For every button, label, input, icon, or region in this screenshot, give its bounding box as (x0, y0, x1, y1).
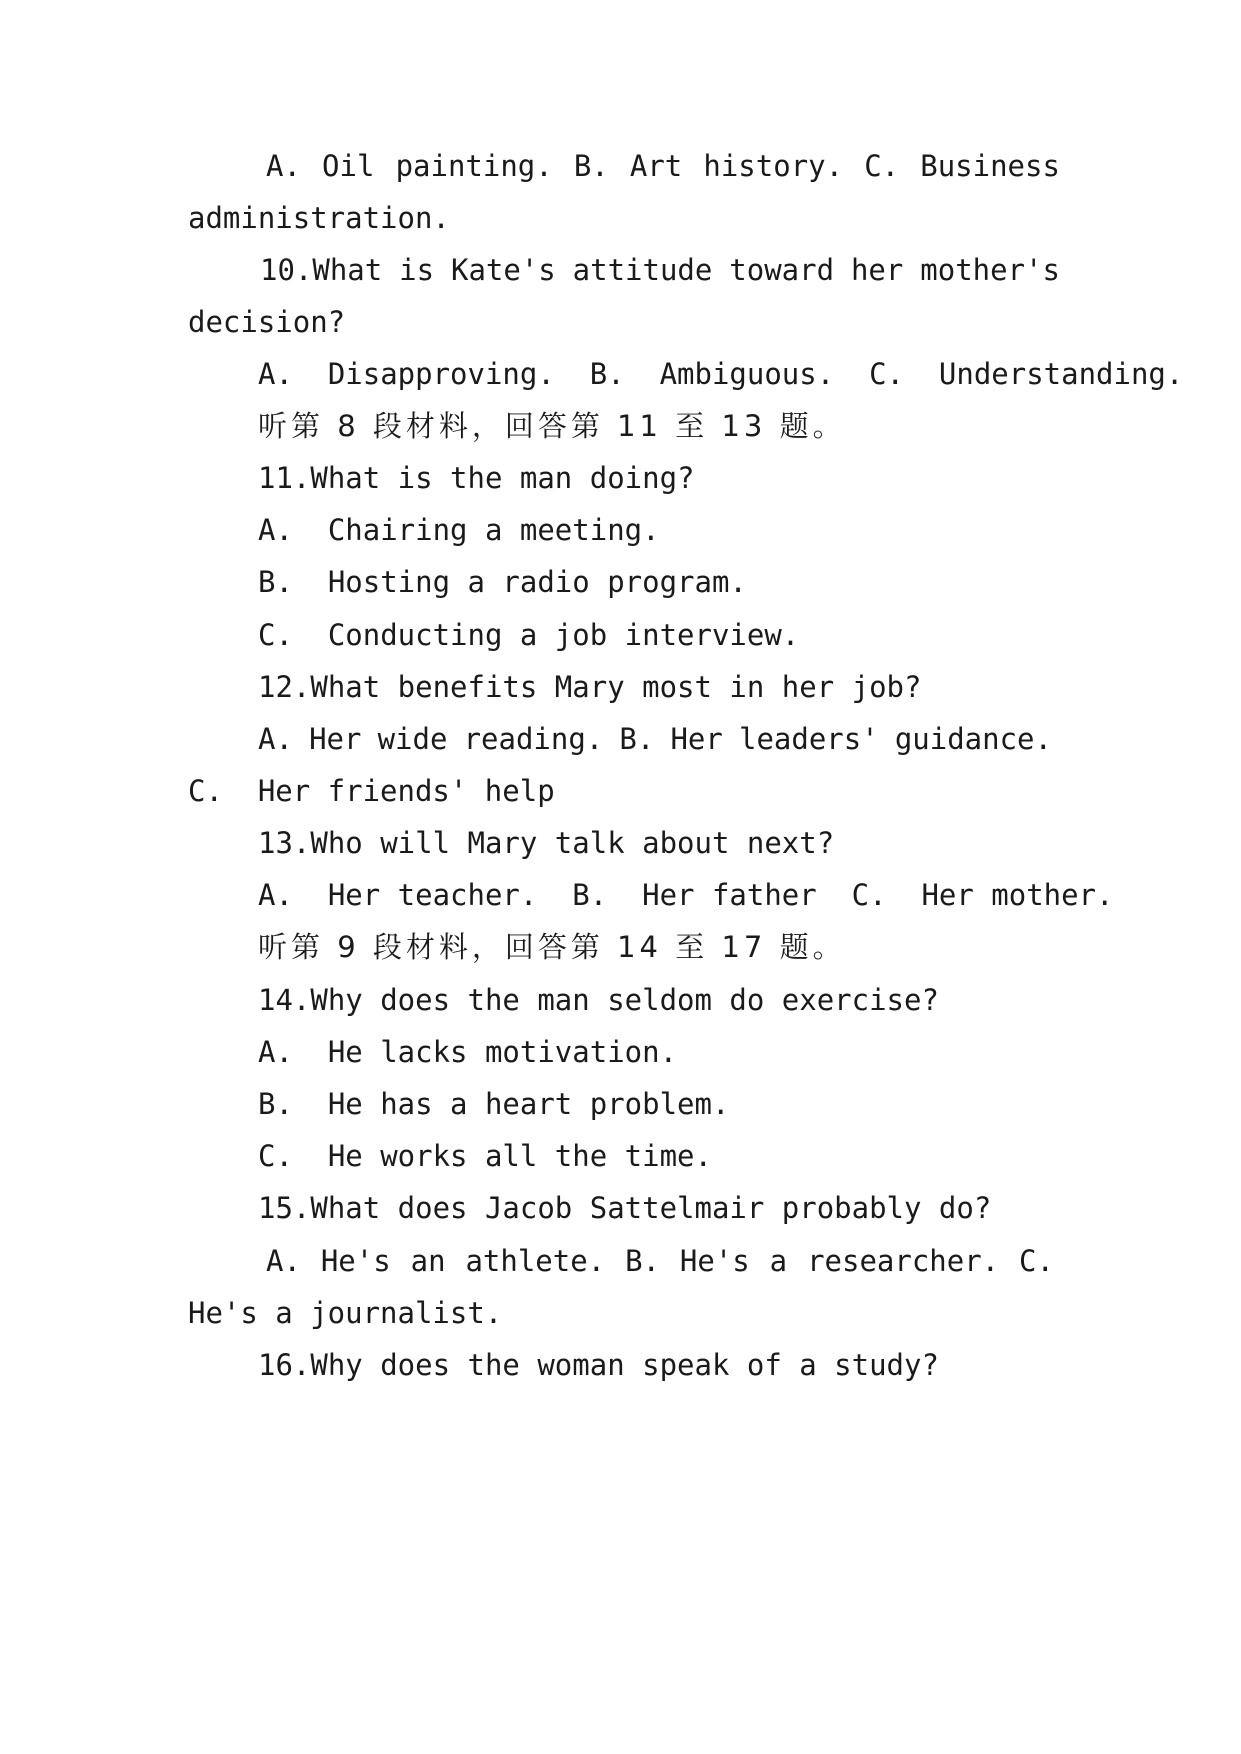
word: wide (377, 722, 448, 756)
word: C. (864, 149, 900, 183)
word: A. (266, 149, 301, 183)
q13-options: A. Her teacher. B. Her father C. Her mother. (258, 878, 1114, 912)
q12-options-continuation: C. Her friends' help (188, 774, 555, 808)
q15-question: 15.What does Jacob Sattelmair probably do? (258, 1191, 992, 1225)
word: B. (619, 722, 655, 756)
word: athlete. (465, 1244, 606, 1278)
q14-question: 14.Why does the man seldom do exercise? (258, 983, 939, 1017)
q12-question: 12.What benefits Mary most in her job? (258, 670, 922, 704)
word: He's (679, 1244, 750, 1278)
q14-option-b: B. He has a heart problem. (258, 1087, 730, 1121)
q9-options-line (266, 146, 1060, 186)
word: B. (573, 149, 609, 183)
q11-question: 11.What is the man doing? (258, 461, 695, 495)
q14-option-a: A. He lacks motivation. (258, 1035, 678, 1069)
section-9-heading: 听第 9 段材料，回答第 14 至 17 题。 (258, 930, 846, 964)
word: her (850, 253, 904, 287)
word: A. (258, 722, 293, 756)
q11-option-b: B. Hosting a radio program. (258, 565, 747, 599)
q11-option-a: A. Chairing a meeting. (258, 513, 660, 547)
q15-options-line (266, 1241, 1054, 1281)
word: a (769, 1244, 788, 1278)
q11-option-c: C. Conducting a job interview. (258, 618, 800, 652)
word: He's (320, 1244, 391, 1278)
word: Her (670, 722, 723, 756)
word: Oil (322, 149, 375, 183)
word: 10.What (260, 253, 383, 287)
word: Art (629, 149, 683, 183)
q10-options: A. Disapproving. B. Ambiguous. C. Understanding. (258, 357, 1184, 391)
word: painting. (395, 149, 553, 183)
q16-question: 16.Why does the woman speak of a study? (258, 1348, 939, 1382)
word: toward (729, 253, 835, 287)
word: C. (1019, 1244, 1054, 1278)
q10-question-continuation: decision? (188, 305, 346, 339)
word: B. (625, 1244, 660, 1278)
word: researcher. (807, 1244, 1000, 1278)
q14-option-c: C. He works all the time. (258, 1139, 712, 1173)
word: attitude (572, 253, 713, 287)
word: an (410, 1244, 446, 1278)
word: guidance. (894, 722, 1052, 756)
q10-question-line (260, 250, 1060, 290)
word: Kate's (450, 253, 556, 287)
word: A. (266, 1244, 301, 1278)
word: history. (703, 149, 844, 183)
word: leaders' (739, 722, 879, 756)
q15-options-continuation: He's a journalist. (188, 1296, 503, 1330)
q12-options-line (258, 719, 1052, 759)
q13-question: 13.Who will Mary talk about next? (258, 826, 835, 860)
word: Business (920, 149, 1060, 183)
word: Her (309, 722, 362, 756)
word: is (399, 253, 435, 287)
word: mother's (920, 253, 1060, 287)
word: reading. (463, 722, 604, 756)
section-8-heading: 听第 8 段材料，回答第 11 至 13 题。 (258, 409, 846, 443)
q9-options-continuation: administration. (188, 201, 450, 235)
